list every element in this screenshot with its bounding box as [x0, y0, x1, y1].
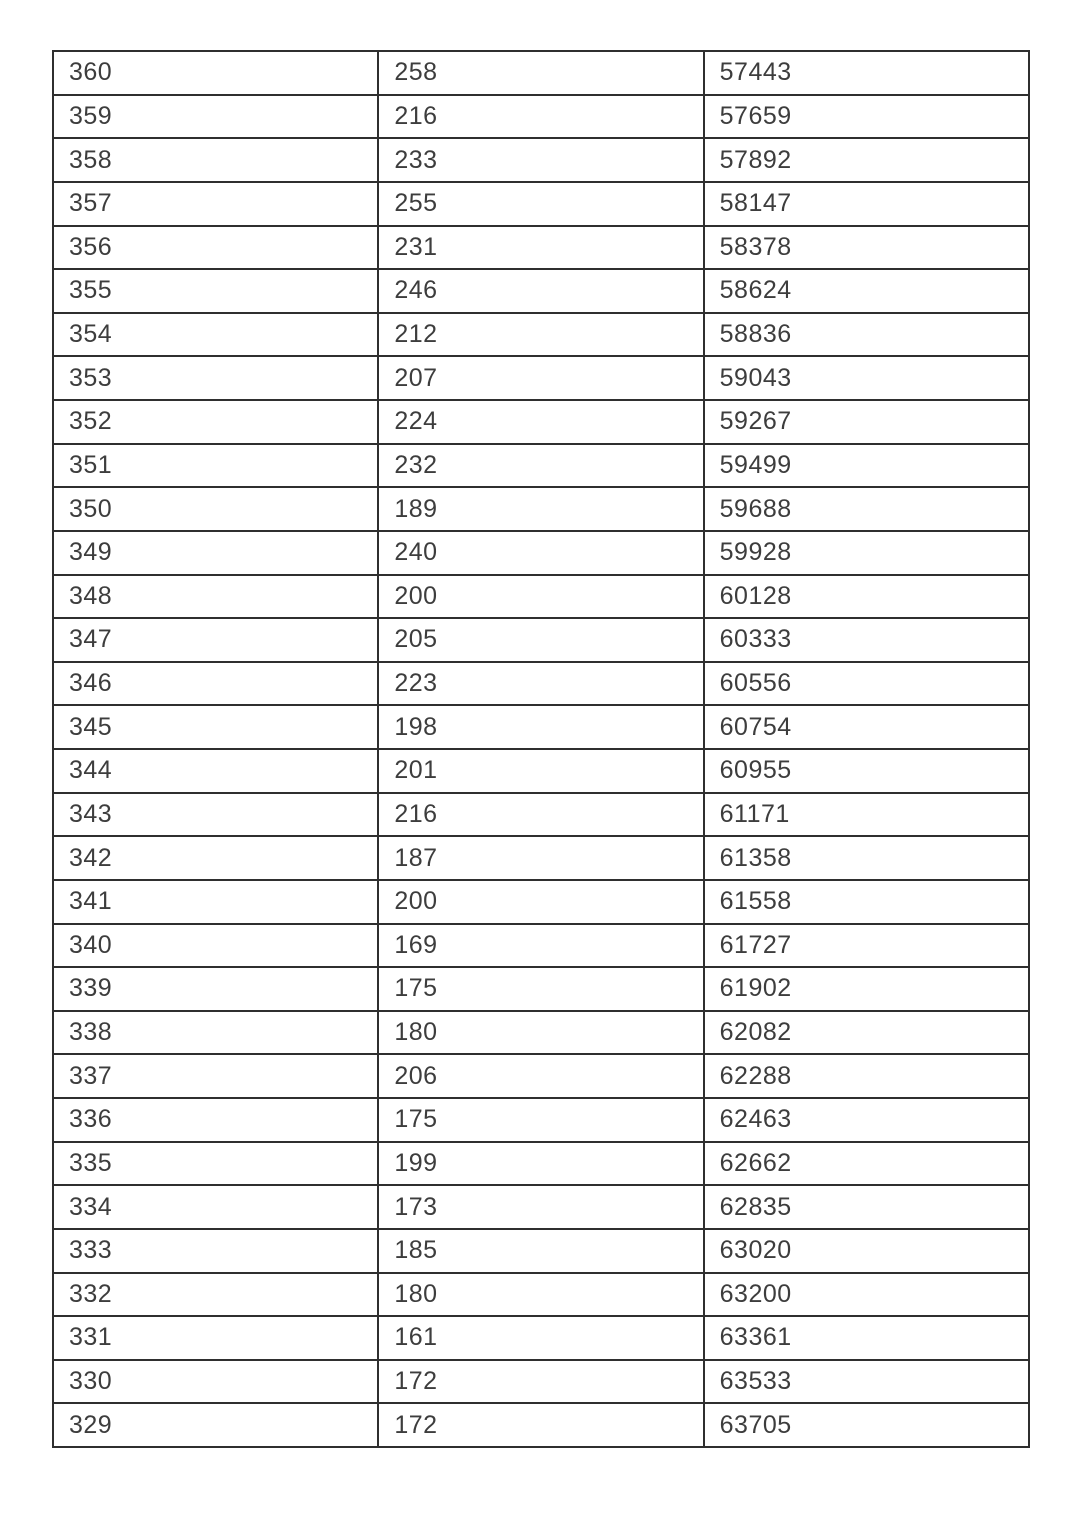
table-cell-cumulative_count: 62082	[704, 1011, 1029, 1055]
table-cell-cumulative_count: 60754	[704, 705, 1029, 749]
table-row	[53, 138, 1029, 182]
table-cell-score: 351	[53, 444, 378, 488]
table-cell-score: 341	[53, 880, 378, 924]
table-row	[53, 356, 1029, 400]
table-cell-score: 334	[53, 1185, 378, 1229]
table-cell-count: 233	[378, 138, 703, 182]
table-cell-count: 207	[378, 356, 703, 400]
table-cell-count: 258	[378, 51, 703, 95]
table-cell-cumulative_count: 62835	[704, 1185, 1029, 1229]
table-cell-score: 357	[53, 182, 378, 226]
table-cell-cumulative_count: 59928	[704, 531, 1029, 575]
table-cell-cumulative_count: 57443	[704, 51, 1029, 95]
table-cell-score: 348	[53, 575, 378, 619]
table-cell-cumulative_count: 63705	[704, 1403, 1029, 1447]
table-cell-score: 346	[53, 662, 378, 706]
table-cell-count: 198	[378, 705, 703, 749]
table-row	[53, 1360, 1029, 1404]
table-cell-cumulative_count: 60128	[704, 575, 1029, 619]
table-row	[53, 269, 1029, 313]
table-cell-score: 337	[53, 1054, 378, 1098]
table-row	[53, 662, 1029, 706]
table-row	[53, 313, 1029, 357]
table-cell-score: 342	[53, 836, 378, 880]
table-row	[53, 575, 1029, 619]
table-cell-count: 175	[378, 967, 703, 1011]
table-row	[53, 967, 1029, 1011]
table-cell-count: 189	[378, 487, 703, 531]
table-cell-score: 345	[53, 705, 378, 749]
table-cell-score: 354	[53, 313, 378, 357]
table-cell-cumulative_count: 60556	[704, 662, 1029, 706]
table-row	[53, 400, 1029, 444]
table-cell-count: 205	[378, 618, 703, 662]
table-cell-cumulative_count: 61171	[704, 793, 1029, 837]
table-row	[53, 1054, 1029, 1098]
table-cell-count: 180	[378, 1273, 703, 1317]
table-row	[53, 1403, 1029, 1447]
table-cell-count: 175	[378, 1098, 703, 1142]
table-cell-count: 161	[378, 1316, 703, 1360]
table-cell-score: 350	[53, 487, 378, 531]
table-cell-count: 255	[378, 182, 703, 226]
table-cell-count: 201	[378, 749, 703, 793]
table-cell-score: 359	[53, 95, 378, 139]
table-cell-count: 172	[378, 1360, 703, 1404]
table-cell-score: 343	[53, 793, 378, 837]
table-row	[53, 1098, 1029, 1142]
table-cell-score: 331	[53, 1316, 378, 1360]
table-cell-count: 223	[378, 662, 703, 706]
table-row	[53, 1229, 1029, 1273]
table-cell-count: 246	[378, 269, 703, 313]
table-cell-cumulative_count: 63533	[704, 1360, 1029, 1404]
table-cell-cumulative_count: 58836	[704, 313, 1029, 357]
table-cell-cumulative_count: 58147	[704, 182, 1029, 226]
table-row	[53, 95, 1029, 139]
table-cell-score: 355	[53, 269, 378, 313]
score-table-body	[53, 51, 1029, 1447]
table-cell-count: 216	[378, 95, 703, 139]
table-cell-score: 360	[53, 51, 378, 95]
table-row	[53, 924, 1029, 968]
table-cell-count: 173	[378, 1185, 703, 1229]
table-cell-cumulative_count: 61558	[704, 880, 1029, 924]
table-cell-cumulative_count: 59043	[704, 356, 1029, 400]
table-cell-count: 169	[378, 924, 703, 968]
table-cell-score: 339	[53, 967, 378, 1011]
table-cell-count: 199	[378, 1142, 703, 1186]
table-cell-count: 200	[378, 575, 703, 619]
table-cell-count: 180	[378, 1011, 703, 1055]
table-row	[53, 226, 1029, 270]
table-cell-score: 333	[53, 1229, 378, 1273]
table-cell-cumulative_count: 60955	[704, 749, 1029, 793]
table-row	[53, 618, 1029, 662]
table-cell-cumulative_count: 62288	[704, 1054, 1029, 1098]
table-row	[53, 1185, 1029, 1229]
table-cell-cumulative_count: 59267	[704, 400, 1029, 444]
table-cell-cumulative_count: 59499	[704, 444, 1029, 488]
table-cell-score: 344	[53, 749, 378, 793]
table-row	[53, 1273, 1029, 1317]
table-cell-cumulative_count: 59688	[704, 487, 1029, 531]
table-cell-count: 240	[378, 531, 703, 575]
table-row	[53, 836, 1029, 880]
table-cell-count: 206	[378, 1054, 703, 1098]
table-cell-score: 347	[53, 618, 378, 662]
table-cell-count: 232	[378, 444, 703, 488]
table-cell-score: 329	[53, 1403, 378, 1447]
table-cell-cumulative_count: 63361	[704, 1316, 1029, 1360]
table-cell-cumulative_count: 61902	[704, 967, 1029, 1011]
table-cell-count: 231	[378, 226, 703, 270]
table-row	[53, 182, 1029, 226]
table-row	[53, 1316, 1029, 1360]
table-cell-score: 352	[53, 400, 378, 444]
table-cell-cumulative_count: 62463	[704, 1098, 1029, 1142]
table-cell-cumulative_count: 58378	[704, 226, 1029, 270]
table-row	[53, 487, 1029, 531]
table-cell-score: 336	[53, 1098, 378, 1142]
table-cell-cumulative_count: 58624	[704, 269, 1029, 313]
table-row	[53, 444, 1029, 488]
table-row	[53, 1142, 1029, 1186]
table-cell-count: 187	[378, 836, 703, 880]
table-cell-cumulative_count: 63020	[704, 1229, 1029, 1273]
table-row	[53, 749, 1029, 793]
table-cell-cumulative_count: 61727	[704, 924, 1029, 968]
table-cell-score: 349	[53, 531, 378, 575]
table-cell-count: 185	[378, 1229, 703, 1273]
table-cell-count: 200	[378, 880, 703, 924]
table-cell-score: 353	[53, 356, 378, 400]
table-cell-count: 212	[378, 313, 703, 357]
table-cell-score: 330	[53, 1360, 378, 1404]
table-row	[53, 793, 1029, 837]
table-cell-count: 216	[378, 793, 703, 837]
table-cell-score: 332	[53, 1273, 378, 1317]
table-cell-cumulative_count: 57892	[704, 138, 1029, 182]
table-cell-cumulative_count: 60333	[704, 618, 1029, 662]
table-cell-count: 224	[378, 400, 703, 444]
table-row	[53, 531, 1029, 575]
table-cell-count: 172	[378, 1403, 703, 1447]
table-row	[53, 880, 1029, 924]
table-cell-score: 356	[53, 226, 378, 270]
table-cell-score: 338	[53, 1011, 378, 1055]
table-cell-cumulative_count: 61358	[704, 836, 1029, 880]
table-cell-cumulative_count: 57659	[704, 95, 1029, 139]
table-row	[53, 51, 1029, 95]
table-cell-score: 358	[53, 138, 378, 182]
table-cell-cumulative_count: 63200	[704, 1273, 1029, 1317]
score-distribution-table	[52, 50, 1030, 1448]
table-row	[53, 1011, 1029, 1055]
table-cell-score: 335	[53, 1142, 378, 1186]
table-cell-cumulative_count: 62662	[704, 1142, 1029, 1186]
table-cell-score: 340	[53, 924, 378, 968]
table-row	[53, 705, 1029, 749]
